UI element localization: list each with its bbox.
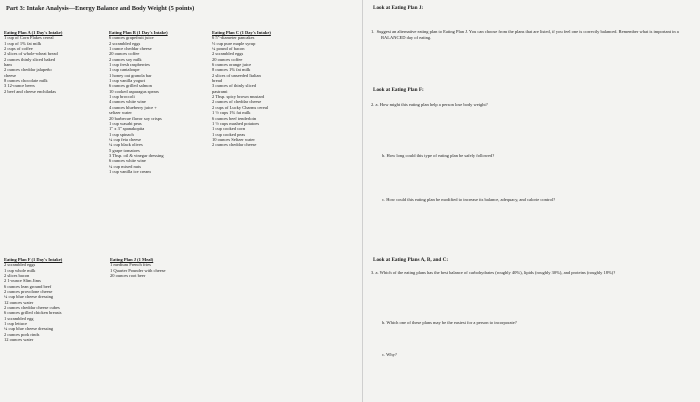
question-1-text: Suggest an alternative eating plan to Eating Plan J. You can choose from the plans that are listed, if you feel one is correctly balanced. Remember what is important in a BALANCED day of eating. [376,29,679,40]
plan-b-item: 1" x 3" spanakopita [109,126,145,132]
plan-f-item: 2 slices bacon [4,273,30,279]
plan-b-items [109,35,213,174]
plan-c-item: 2 cups of Lucky Charms cereal [212,104,269,110]
plan-b-item: 6 ounces grilled salmon [109,83,152,89]
plan-b-item: 1 cup broccoli [109,94,135,100]
plan-b-item: 20 barbecue flavor soy crisps [109,115,162,121]
plan-f-item: 2 ounces pork rinds [4,331,40,337]
plan-b-item: 2 ounces soy milk [109,56,142,62]
page-divider [362,0,363,402]
plan-a-items [4,35,100,94]
plan-j-title: Eating Plan J (1 Meal) [110,257,154,262]
plan-f-item: 2 ounces cheddar cheese cubes [4,305,60,311]
plan-b-item: 1 ounce cheddar cheese [109,46,152,52]
plan-c-item: 2 Tbsp. spicy brown mustard [212,94,265,100]
plan-c-item: 6 ounces beef tenderloin [212,115,257,121]
question-3c: c. Why? [382,352,397,357]
plan-f-item: 1 scrambled egg [4,315,34,321]
question-2c: c. How could this eating plan be modified to increase its balance, adequacy, and calorie control? [382,197,556,202]
question-3b: b. Which one of these plans may be the easiest for a person to incorporate? [382,320,517,325]
plan-b-item: 2 scrambled eggs [109,40,141,46]
plan-f-item: ¼ cup blue cheese dressing [4,326,54,332]
plan-c-item: 8 ounces 1% fat milk [212,67,251,73]
plan-b-item: 1 cup vanilla ice cream [109,168,151,174]
plan-c-item: 10 ounces Seltzer water [212,136,255,142]
plan-a-item: 1 cup of Corn Flakes cereal [4,35,54,41]
question-1-number: 1. [371,29,375,34]
plan-f-item: 6 ounces lean ground beef [4,283,52,289]
plan-c-item: 1 cup cooked peas [212,131,246,137]
plan-c-item: 1 ½ cups mashed potatoes [212,120,260,126]
plan-a-item: 3 12-ounce beers [4,83,35,89]
plan-b-item: seltzer water [109,110,132,116]
plan-j-item: 1 medium French fries [110,262,151,268]
plan-b-item: 4 ounces white wine [109,99,146,105]
question-3a: 3. a. Which of the eating plans has the best balance of carbohydrates (roughly 40%), lipids (roughly 30%), and proteins (roughly 18%)? [371,270,616,275]
plan-a-item: 2 ounces thinly sliced baked [4,56,55,62]
eating-plan-b [109,30,213,174]
plan-c-item: 1 cup cooked corn [212,126,246,132]
plan-f-item: 2 ounces provolone cheese [4,289,53,295]
plan-b-item: 6 ounces grapefruit juice [109,35,154,41]
plan-b-item: 10 cooked asparagus spears [109,88,159,94]
plan-f-item: 1 cup lettuce [4,321,27,327]
eating-plan-j [110,257,220,278]
plan-c-item: bread [212,78,222,84]
plan-f-title: Eating Plan F (1 Day's Intake) [4,257,63,262]
question-2b: b. How long could this type of eating plan be safely followed? [382,153,495,158]
plan-f-item: 12 ounces water [4,299,34,305]
section-plan-j-title: Look at Eating Plan J: [373,5,424,11]
plan-b-item: 1 cup fresh raspberries [109,62,150,68]
plan-b-item: 20 ounces coffee [109,51,140,57]
plan-f-item: 2 scrambled eggs [4,262,36,268]
plan-a-item: ham [4,62,12,68]
part-title: Part 3: Intake Analysis—Energy Balance and Body Weight (5 points) [6,5,195,12]
plan-b-item: 6 ounces white wine [109,158,146,164]
eating-plan-a [4,30,100,94]
plan-b-item: ¼ cup feta cheese [109,136,141,142]
plan-b-item: ¼ cup mixed nuts [109,163,141,169]
plan-a-item: 1 cup of 1% fat milk [4,40,42,46]
plan-c-item: 2 slices of unseeded Italian [212,72,261,78]
plan-c-item: 6 5"-diameter pancakes [212,35,255,41]
plan-j-items [110,262,220,278]
plan-b-item: 1 cup spinach [109,131,134,137]
plan-f-item: 12 ounces water [4,337,34,343]
question-1 [371,29,700,40]
plan-b-item: 1 cup wasabi peas [109,120,142,126]
plan-b-item: 1 honey oat granola bar [109,72,152,78]
plan-f-items [4,262,104,342]
question-2a: 2. a. How might this eating plan help a person lose body weight? [371,102,488,107]
plan-b-title: Eating Plan B (1 Day's Intake) [109,30,168,35]
plan-c-item: ¼ pound of bacon [212,46,245,52]
plan-b-item: 3 Tbsp. oil & vinegar dressing [109,152,164,158]
eating-plan-f [4,257,104,343]
section-plan-f-title: Look at Eating Plan F: [373,87,424,93]
plan-c-item: 2 ounces of cheddar cheese [212,99,262,105]
plan-c-item: pastrami [212,88,228,94]
plan-a-item: cheese [4,72,16,78]
plan-b-item: 1 cup cantaloupe [109,67,140,73]
plan-c-item: ⅓ cup pure maple syrup [212,40,256,46]
plan-f-item: 1 cup whole milk [4,267,36,273]
eating-plan-c [212,30,320,148]
plan-f-item: ¼ cup blue cheese dressing [4,294,54,300]
plan-a-title: Eating Plan A (1 Day's Intake) [4,30,63,35]
plan-f-item: 2 1-ounce Slim Jims [4,278,41,284]
plan-c-item: 3 ounces of thinly sliced [212,83,256,89]
plan-c-title: Eating Plan C (1 Day's Intake) [212,30,271,35]
plan-j-item: 20 ounces root beer [110,273,146,279]
plan-b-item: 1 cup vanilla yogurt [109,78,146,84]
plan-a-item: 2 beef and cheese enchiladas [4,88,56,94]
plan-f-item: 6 ounces grilled chicken breasts [4,310,62,316]
plan-c-items [212,35,320,147]
plan-c-item: 6 ounces orange juice [212,62,252,68]
plan-c-item: 2 ounces cheddar cheese [212,142,257,148]
plan-b-item: 5 grape tomatoes [109,147,140,153]
plan-b-item: 4 ounces blueberry juice + [109,104,157,110]
plan-b-item: ¼ cup black olives [109,142,143,148]
plan-j-item: 1 Quarter Pounder with cheese [110,267,166,273]
plan-a-item: 8 ounces chocolate milk [4,78,48,84]
plan-a-item: 2 slices of whole-wheat bread [4,51,58,57]
plan-c-item: 1 ½ cups 1% fat milk [212,110,251,116]
plan-c-item: 2 scrambled eggs [212,51,244,57]
plan-a-item: 2 cups of coffee [4,46,33,52]
plan-a-item: 2 ounces cheddar jalapeño [4,67,52,73]
plan-c-item: 20 ounces coffee [212,56,243,62]
section-plans-abc-title: Look at Eating Plans A, B, and C: [373,257,449,263]
